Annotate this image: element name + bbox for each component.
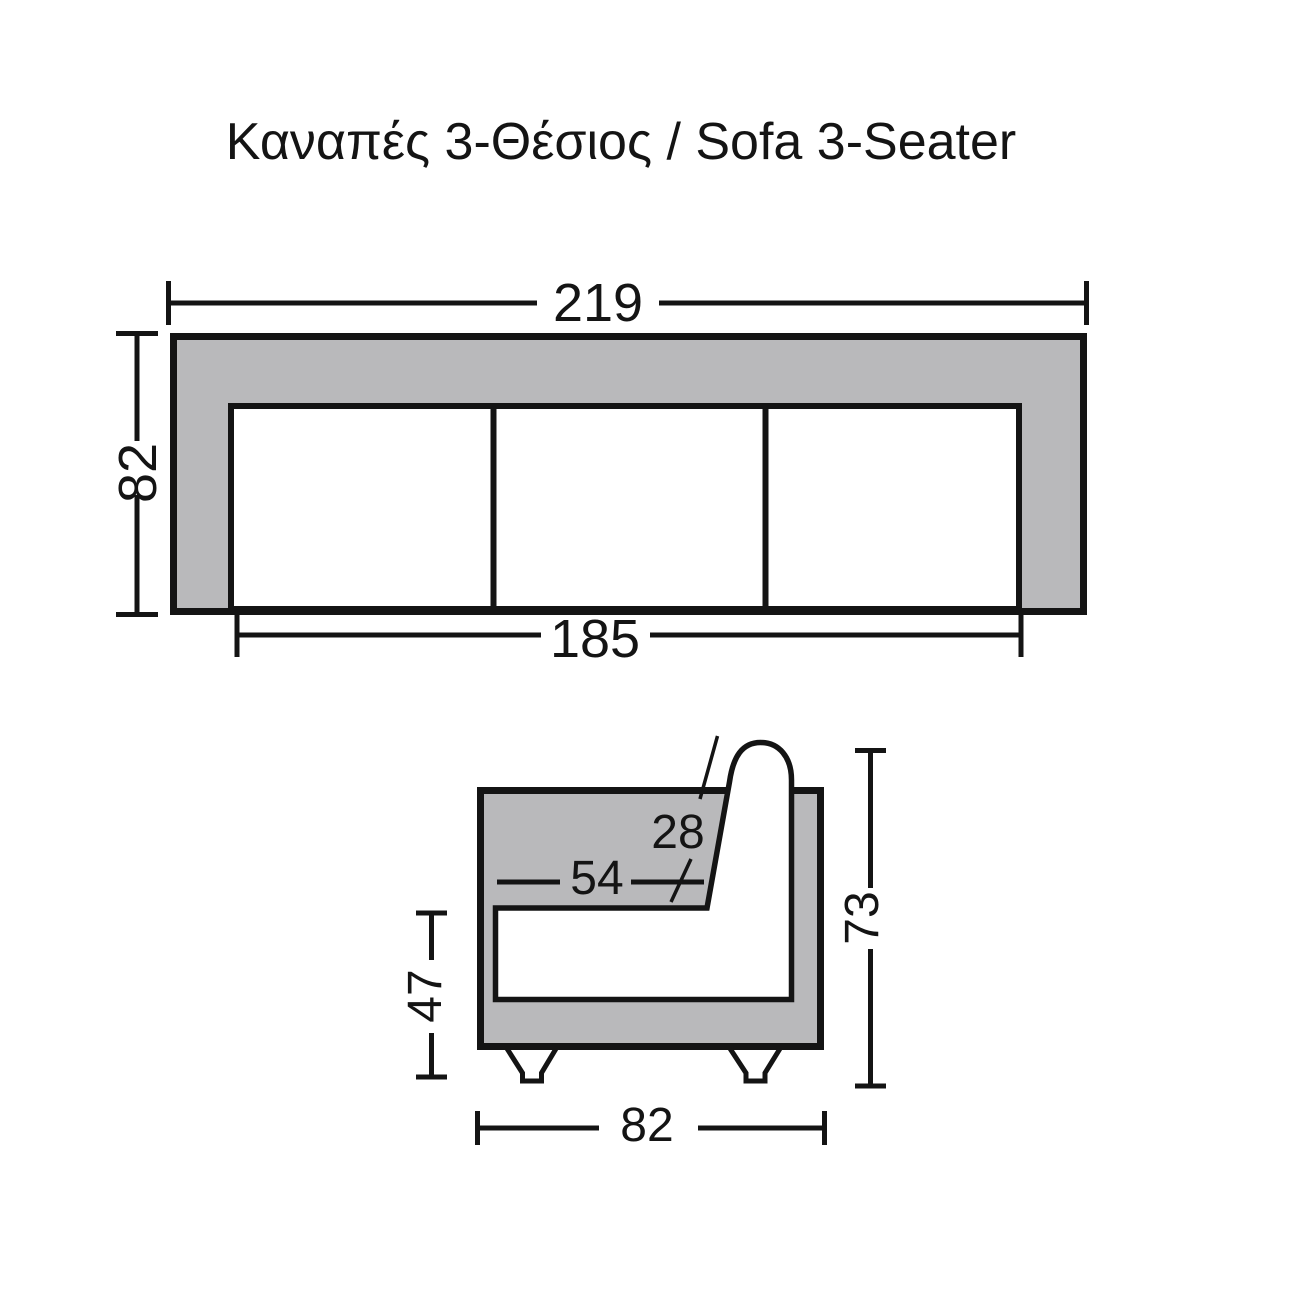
top-view [108,273,1087,669]
dim-seat-height-label: 47 [399,969,452,1023]
dim-overall-width-label: 219 [552,273,644,333]
dim-overall-height-label: 73 [836,891,889,945]
diagram-title: Καναπές 3-Θέσιος / Sofa 3-Seater [225,113,1017,171]
side-view-foot-left [506,1047,557,1081]
top-view-seat-area [231,406,1019,609]
side-view-foot-right [729,1047,781,1081]
dim-side-depth-label: 82 [620,1099,674,1152]
dim-seat-depth-label: 54 [570,852,624,905]
dim-backrest-thickness-label: 28 [651,806,705,859]
dim-overall-depth [108,334,168,615]
dim-side-depth [478,1099,825,1152]
dim-overall-height [836,751,889,1087]
dim-seat-width-label: 185 [549,609,641,669]
dim-seat-height [399,913,452,1077]
dim-seat-width [237,609,1021,669]
side-view [399,736,889,1152]
dim-overall-depth-label: 82 [108,442,168,504]
dim-overall-width [169,273,1087,333]
